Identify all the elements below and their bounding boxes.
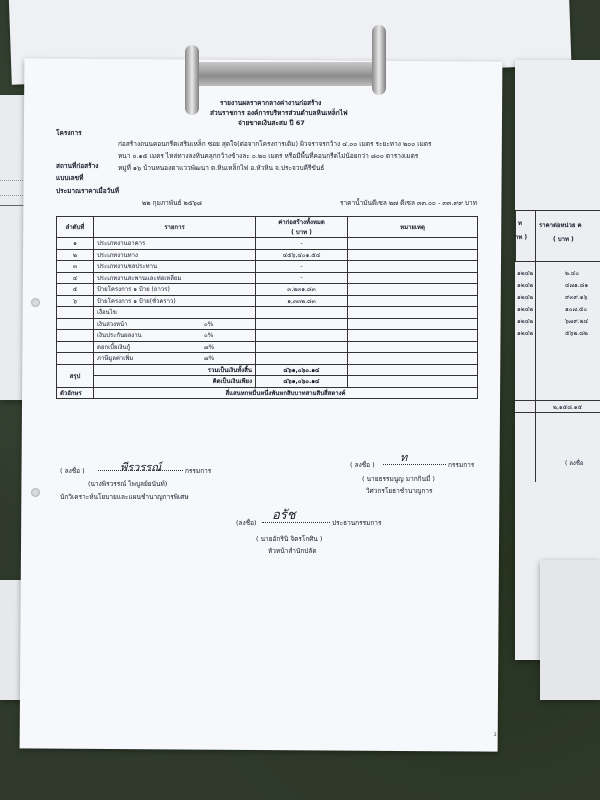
row-amount: - <box>256 238 348 250</box>
row-remark <box>348 318 478 330</box>
row-amount <box>256 330 348 342</box>
row-amount <box>256 307 348 319</box>
row-remark <box>348 307 478 319</box>
sig1-role: กรรมการ <box>185 467 212 475</box>
right-col-header-1: ท <box>518 220 522 227</box>
row-number <box>57 318 94 330</box>
right-page-value-b: ๙๓๙.๑๖ <box>565 294 588 301</box>
row-remark <box>348 238 478 250</box>
row-amount: ๓,๒๓๑.๘๓ <box>256 284 348 296</box>
row-amount: ๔๕๖,๔๐๑.๕๔ <box>256 249 348 261</box>
table-row <box>57 284 478 296</box>
row-amount <box>256 353 348 365</box>
punch-hole <box>31 488 40 497</box>
right-col-header-2: ราคาต่อหน่วย ค <box>539 222 582 229</box>
total-label: รวมเป็นเงินทั้งสิ้น <box>94 364 256 376</box>
letters-label: ตัวอักษร <box>57 387 94 399</box>
row-remark <box>348 330 478 342</box>
right-page-value-a: ๑๒๔๒ <box>517 282 534 289</box>
row-amount: - <box>256 261 348 273</box>
row-item-label: ดอกเบี้ยเงินกู้ <box>97 343 131 351</box>
row-number: ๖ <box>57 295 94 307</box>
punch-hole <box>31 298 40 307</box>
header-item: รายการ <box>94 217 256 238</box>
row-item-label: เงินล่วงหน้า <box>97 320 128 328</box>
header-no: ลำดับที่ <box>57 217 94 238</box>
project-line-2: หนา ๐.๑๕ เมตร ไหล่ทางลงหินคลุกกว้างข้างละ ๐.๒๐ เมตร หรือมีพื้นที่คอนกรีตไม่น้อยกว่า ๘๐๐ ตารางเมตร <box>118 152 419 160</box>
table-row <box>57 272 478 284</box>
sig1-prefix: ( ลงชื่อ ) <box>60 467 85 475</box>
sig1-name: (นางพิรวรรณ์ ไพบูลย์ยนันท์) <box>88 480 168 488</box>
right-page-value-b: ๕๖๒.๘๒ <box>565 330 588 337</box>
sig3-role: ประธานกรรมการ <box>332 519 382 527</box>
right-page-sign: ( ลงชื่อ <box>565 460 584 467</box>
row-item <box>94 330 256 342</box>
sig3-title: หัวหน้าสำนักปลัด <box>268 547 317 555</box>
right-page-value-a: ๑๒๔๒ <box>517 270 534 277</box>
row-item-percent: ๗% <box>204 355 215 363</box>
row-amount: ๑,๓๓๒.๘๓ <box>256 295 348 307</box>
row-remark <box>348 341 478 353</box>
row-remark <box>348 295 478 307</box>
row-item: เงื่อนไข <box>94 307 256 319</box>
doc-budget: จ่ายขาดเงินสะสม ปี 67 <box>238 119 305 127</box>
row-amount <box>256 318 348 330</box>
project-label: โครงการ <box>56 129 82 137</box>
page-number: 2 <box>494 732 497 737</box>
total-in-letters: สี่แสนหกหมื่นหนึ่งพันหกสิบบาทสามสิบสี่สตางค์ <box>94 387 478 399</box>
right-page-value-b: ๖๗๙.๒๔ <box>565 318 589 325</box>
row-number: ๑ <box>57 238 94 250</box>
row-amount: - <box>256 272 348 284</box>
row-amount <box>256 341 348 353</box>
table-row <box>57 249 478 261</box>
row-item <box>94 353 256 365</box>
row-number: ๕ <box>57 284 94 296</box>
table-row <box>57 261 478 273</box>
row-item-label: เงินประกันผลงาน <box>97 332 142 340</box>
right-page-value-a: ๑๒๔๒ <box>517 330 534 337</box>
fuel-price-note: ราคาน้ำมันดีเซล ๒๗ ดีเซล ๓๓.๐๐ - ๓๓.๙๙ บาท <box>340 199 477 207</box>
estimate-date-label: ประมาณราคาเมื่อวันที่ <box>56 187 120 195</box>
header-remark: หมายเหตุ <box>348 217 478 238</box>
row-remark <box>348 353 478 365</box>
rounded-value: ๔๖๑,๐๖๐.๑๔ <box>256 376 348 388</box>
sig3-name: ( นายอักรินิ จิตรโกศิน ) <box>256 535 323 543</box>
right-paper-stack <box>540 560 600 700</box>
right-col-header-1b: าท ) <box>515 234 528 241</box>
row-item <box>94 341 256 353</box>
table-row <box>57 330 478 342</box>
row-number: ๔ <box>57 272 94 284</box>
row-item-percent: ๗% <box>204 343 215 351</box>
table-row <box>57 353 478 365</box>
form-label: แบบเลขที่ <box>56 174 84 182</box>
location-label: สถานที่ก่อสร้าง <box>56 162 99 170</box>
right-page-value-b: ๔๗๑.๘๑ <box>565 282 589 289</box>
binder-clip <box>180 40 390 120</box>
row-item: ป้ายโครงการ ๑ ป้าย (ถาวร) <box>94 284 256 296</box>
row-remark <box>348 261 478 273</box>
sig2-name: ( นายธรรมนูญ มากกินมี่ ) <box>362 475 435 483</box>
table-row <box>57 318 478 330</box>
doc-title: รายงานผลราคากลางค่างานก่อสร้าง <box>220 99 322 107</box>
table-row <box>57 238 478 250</box>
sig1-signature: พีรวรรณ์ <box>120 461 162 474</box>
row-number: ๒ <box>57 249 94 261</box>
row-item: ประเภทงานอาคาร <box>94 238 256 250</box>
sig3-signature: อรัช <box>272 508 296 523</box>
right-page-value-a: ๑๒๔๒ <box>517 294 534 301</box>
row-number <box>57 341 94 353</box>
right-page-total: ๒,๑๕๘.๑๕ <box>553 404 583 411</box>
project-line-1: ก่อสร้างถนนคอนกรีตเสริมเหล็ก ซอย สุดใจ(ต่อจากโครงการเดิม) ผิวจราจรกว้าง ๔.๐๐ เมตร ระยะทาง ๒๐๐ เมตร <box>118 140 432 148</box>
row-item: ประเภทงานชลประทาน <box>94 261 256 273</box>
summary-label: สรุป <box>57 364 94 387</box>
row-number <box>57 330 94 342</box>
rounded-label: คิดเป็นเงินเพียง <box>94 376 256 388</box>
total-value: ๔๖๑,๐๖๐.๑๔ <box>256 364 348 376</box>
row-number <box>57 353 94 365</box>
table-row <box>57 341 478 353</box>
doc-agency: ส่วนราชการ องค์การบริหารส่วนตำบลหินเหล็กไฟ <box>210 109 348 117</box>
sig2-title: วิศวกรโยธาชำนาญการ <box>366 487 433 495</box>
row-item-percent: ๐% <box>204 332 214 340</box>
sig2-role: กรรมการ <box>448 461 475 469</box>
row-remark <box>348 249 478 261</box>
row-item: ประเภทงานสะพานและท่อเหลี่ยม <box>94 272 256 284</box>
sig1-title: นักวิเคราะห์นโยบายและแผนชำนาญการพิเศษ <box>60 493 189 501</box>
row-item: ประเภทงานทาง <box>94 249 256 261</box>
row-item-percent: ๐% <box>204 320 214 328</box>
location-text: หมู่ที่ ๑๖ บ้านหนองตาแววพัฒนา ต.หินเหล็กไฟ อ.หัวหิน จ.ประจวบคีรีขันธ์ <box>118 164 325 172</box>
right-page-value-a: ๑๒๔๒ <box>517 318 534 325</box>
row-number: ๓ <box>57 261 94 273</box>
table-row <box>57 295 478 307</box>
sig2-signature: ท <box>400 451 408 464</box>
row-item-label: ภาษีมูลค่าเพิ่ม <box>97 355 134 363</box>
estimate-date: ๒๒ กุมภาพันธ์ ๒๕๖๘ <box>142 199 202 207</box>
sig2-prefix: ( ลงชื่อ ) <box>350 461 375 469</box>
estimate-table <box>56 216 478 399</box>
row-remark <box>348 272 478 284</box>
row-item <box>94 318 256 330</box>
row-number <box>57 307 94 319</box>
header-amount: ค่าก่อสร้างทั้งหมด ( บาท ) <box>256 217 348 238</box>
right-page-value-b: ๒.๔๐ <box>565 270 580 277</box>
row-item: ป้ายโครงการ ๑ ป้าย(ชั่วคราว) <box>94 295 256 307</box>
table-row <box>57 307 478 319</box>
right-page-value-b: ๑๐๗.๕๐ <box>565 306 588 313</box>
right-page-value-a: ๑๒๔๒ <box>517 306 534 313</box>
right-col-header-2b: ( บาท ) <box>553 236 574 243</box>
sig3-prefix: (ลงชื่อ) <box>236 519 257 527</box>
row-remark <box>348 284 478 296</box>
